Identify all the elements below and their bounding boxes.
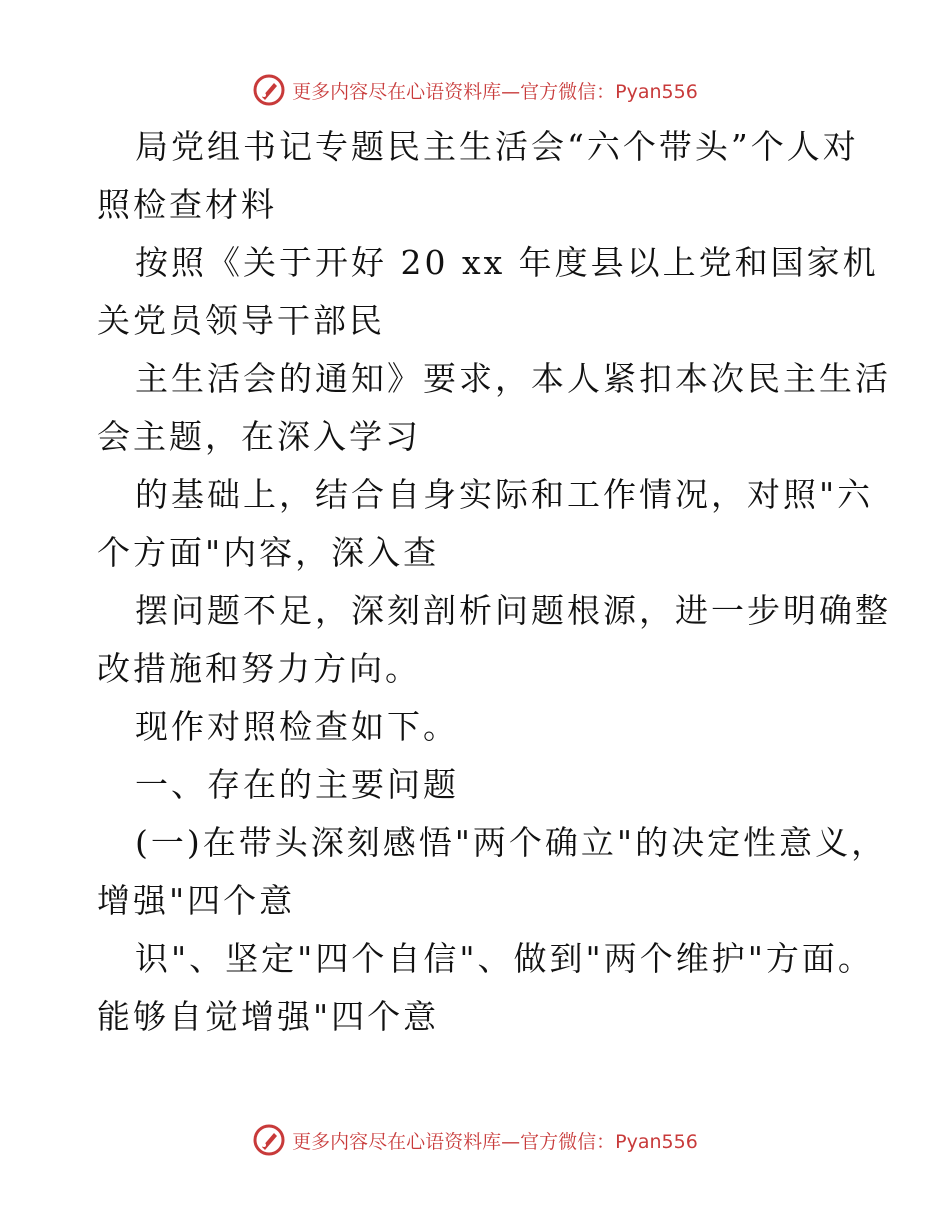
document-line: 改措施和努力方向。 <box>97 649 421 688</box>
header-banner <box>0 70 950 110</box>
document-line: 局党组书记专题民主生活会“六个带头”个人对 <box>135 127 859 166</box>
document-line: 按照《关于开好 20 xx 年度县以上党和国家机 <box>135 243 879 282</box>
footer-banner-contact: 官方微信：Pyan556 <box>520 1130 698 1153</box>
document-line: 照检查材料 <box>97 185 277 224</box>
header-banner-dash: — <box>501 80 521 103</box>
pen-nib-logo-icon <box>252 1123 286 1157</box>
document-line: 摆问题不足，深刻剖析问题根源，进一步明确整 <box>135 591 891 630</box>
footer-banner-title: 更多内容尽在心语资料库 <box>292 1130 502 1153</box>
header-banner-contact: 官方微信：Pyan556 <box>520 80 698 103</box>
footer-banner <box>0 1120 950 1160</box>
document-line: 个方面"内容，深入查 <box>97 533 440 572</box>
document-line: 关党员领导干部民 <box>97 301 385 340</box>
document-line: 现作对照检查如下。 <box>135 707 459 746</box>
header-banner-text <box>292 77 698 104</box>
document-line: 识"、坚定"四个自信"、做到"两个维护"方面。 <box>135 939 874 978</box>
document-line: 的基础上，结合自身实际和工作情况，对照"六 <box>135 475 874 514</box>
header-banner-title: 更多内容尽在心语资料库 <box>292 80 502 103</box>
document-line: 增强"四个意 <box>97 881 296 920</box>
document-line: 主生活会的通知》要求，本人紧扣本次民主生活 <box>135 359 891 398</box>
document-body <box>97 118 891 1046</box>
footer-banner-text <box>292 1127 698 1154</box>
footer-banner-dash: — <box>501 1130 521 1153</box>
document-line: 能够自觉增强"四个意 <box>97 997 440 1036</box>
document-line: (一)在带头深刻感悟"两个确立"的决定性意义， <box>135 823 888 862</box>
document-line: 会主题，在深入学习 <box>97 417 421 456</box>
document-line: 一、存在的主要问题 <box>135 765 459 804</box>
pen-nib-logo-icon <box>252 73 286 107</box>
